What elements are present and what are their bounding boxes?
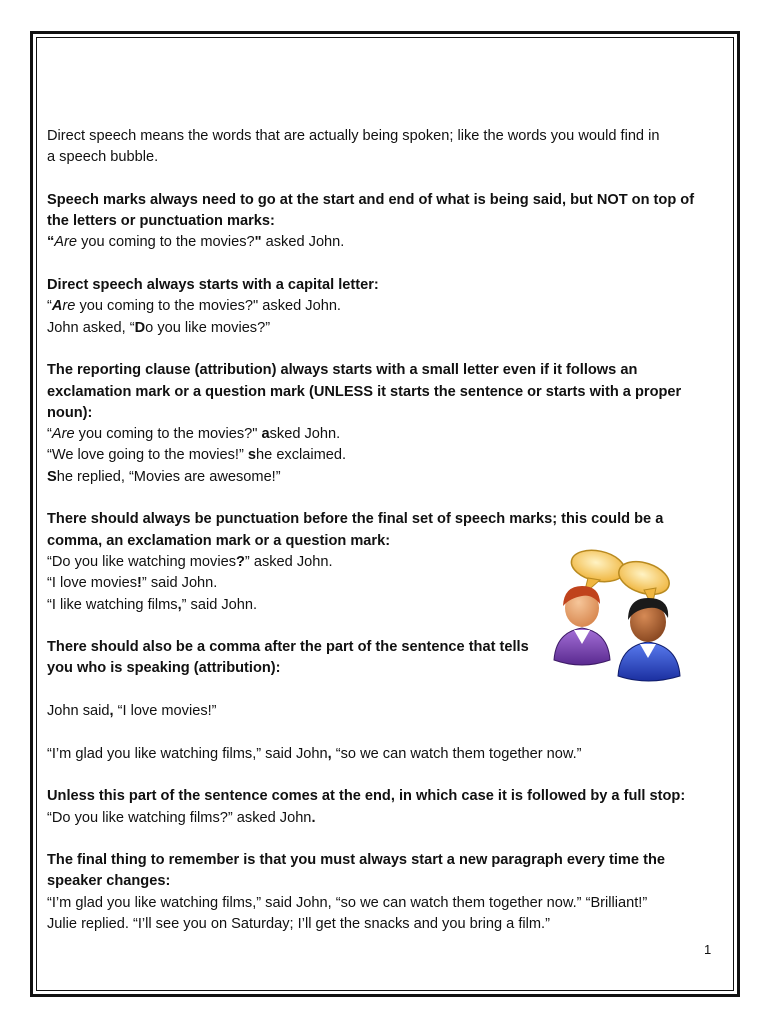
example-text: “I like watching films [47, 596, 178, 613]
example-sentence [47, 467, 717, 488]
punctuation-mark: , [327, 745, 332, 762]
example-sentence: Julie replied. “I’ll see you on Saturday; I’ll get the snacks and you bring a film.” [47, 915, 550, 932]
example-sentence [47, 424, 717, 445]
example-text: he exclaimed. [256, 447, 347, 464]
intro-line: Direct speech means the words that are actually being spoken; like the words you would find in [47, 128, 660, 144]
example-text: John asked, “ [47, 319, 135, 336]
example-text: asked John. [261, 234, 345, 251]
full-stop-section [47, 786, 717, 829]
example-text: “Do you like watching films?” asked John [47, 809, 312, 826]
attribution-example-2 [47, 744, 717, 765]
example-text: “I love movies [47, 575, 138, 592]
punctuation-mark: , [109, 703, 114, 720]
section-heading: There should always be punctuation before the final set of speech marks; this could be a [47, 511, 664, 528]
section-heading: exclamation mark or a question mark (UNLESS it starts the sentence or starts with a proper [47, 383, 682, 400]
example-text: John said [47, 703, 110, 720]
example-sentence [47, 808, 717, 829]
two-people-speech-bubbles-icon [548, 548, 720, 684]
section-heading: The final thing to remember is that you must always start a new paragraph every time the [47, 852, 665, 869]
page-number: 1 [704, 942, 712, 957]
capital-letter-section [47, 275, 717, 339]
example-sentence [47, 318, 717, 339]
section-heading: noun): [47, 404, 93, 421]
speech-mark: " [254, 234, 262, 251]
example-text: ” said John. [141, 575, 218, 592]
punctuation-mark: ? [236, 553, 245, 570]
example-text: o you like movies?” [145, 319, 271, 336]
attribution-example-1 [47, 701, 717, 722]
section-heading: the letters or punctuation marks: [47, 213, 275, 230]
speech-mark: “ [47, 234, 55, 251]
punctuation-mark: , [177, 596, 182, 613]
capital-letter: A [51, 298, 63, 315]
capital-letter: D [134, 319, 146, 336]
punctuation-mark: . [311, 809, 316, 826]
example-text: “We love going to the movies!” [47, 447, 248, 464]
example-text: “Do you like watching movies [47, 553, 236, 570]
section-heading: The reporting clause (attribution) always starts with a small letter even if it follows an [47, 362, 638, 379]
example-sentence [47, 232, 717, 253]
example-text: sked John. [269, 426, 341, 443]
section-heading: Unless this part of the sentence comes at the end, in which case it is followed by a full stop: [47, 788, 686, 805]
small-letter: s [247, 447, 257, 464]
example-text: ” asked John. [244, 553, 333, 570]
person-icon [554, 586, 610, 665]
section-heading: Direct speech always starts with a capital letter: [47, 277, 379, 294]
example-text: he replied, “Movies are awesome!” [56, 468, 281, 485]
reporting-clause-section [47, 360, 717, 488]
punctuation-mark: ! [137, 575, 142, 592]
example-text: you coming to the movies?" [74, 426, 262, 443]
example-text: “I love movies!” [113, 703, 217, 720]
example-text: ” said John. [181, 596, 258, 613]
section-heading: speaker changes: [47, 873, 171, 890]
example-sentence [47, 296, 717, 317]
intro-paragraph [47, 126, 717, 169]
emphasis-word: Are [51, 426, 75, 443]
emphasis-word: re [62, 298, 76, 315]
example-text: you coming to the movies? [77, 234, 255, 251]
emphasis-word: Are [54, 234, 78, 251]
section-heading: Speech marks always need to go at the start and end of what is being said, but NOT on top of [47, 191, 695, 208]
example-sentence: “I’m glad you like watching films,” said John, “so we can watch them together now.” “Brilliant!” [47, 894, 648, 911]
example-sentence [47, 744, 717, 765]
example-sentence [47, 701, 717, 722]
small-letter: a [261, 426, 270, 443]
document-body [47, 126, 717, 957]
capital-letter: S [47, 468, 57, 485]
example-text: “so we can watch them together now.” [331, 745, 582, 762]
new-paragraph-section [47, 850, 717, 935]
person-icon [618, 598, 680, 681]
example-text: “ [47, 426, 52, 443]
section-heading: you who is speaking (attribution): [47, 660, 281, 677]
section-heading: There should also be a comma after the part of the sentence that tells [47, 639, 529, 656]
section-heading: comma, an exclamation mark or a question mark: [47, 532, 391, 549]
example-text: you coming to the movies?" asked John. [75, 298, 341, 315]
intro-line: a speech bubble. [47, 149, 159, 166]
example-text: “ [47, 298, 52, 315]
speech-marks-section [47, 190, 717, 254]
example-text: “I’m glad you like watching films,” said John [47, 745, 328, 762]
example-sentence [47, 445, 717, 466]
